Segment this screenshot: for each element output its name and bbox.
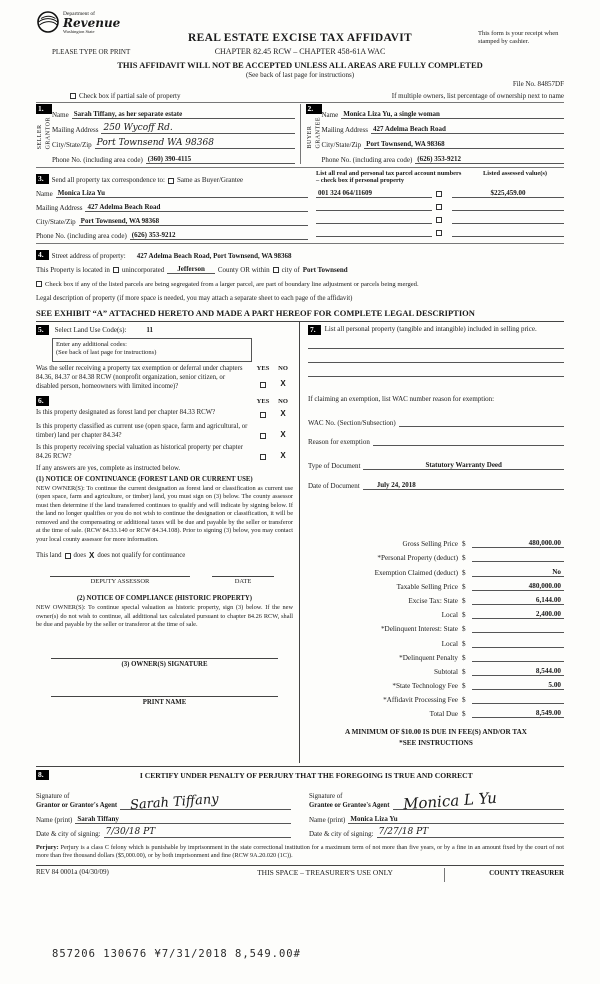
document-type-label: Type of Document xyxy=(308,462,361,470)
parties-section xyxy=(36,102,564,164)
print-name-label: PRINT NAME xyxy=(142,698,187,706)
selling-price-column xyxy=(300,322,564,763)
seller-phone-label: Phone No. (including area code) xyxy=(52,156,143,164)
grantor-date-value[interactable]: 7/30/18 PT xyxy=(104,827,291,838)
does-not-mark[interactable]: X xyxy=(88,551,95,561)
county-value[interactable]: Jefferson xyxy=(167,265,215,274)
dollar-sign: $ xyxy=(462,696,466,705)
logo-state-label: Washington State xyxy=(63,28,95,34)
corr-address-label: Mailing Address xyxy=(36,204,83,212)
grantee-signature-label-1: Signature of xyxy=(309,793,343,801)
seller-address-value[interactable]: 250 Wycoff Rd. xyxy=(101,123,294,134)
grantor-signature-field[interactable] xyxy=(120,788,291,814)
seller-side-label xyxy=(36,117,53,149)
buyer-phone-label: Phone No. (including area code) xyxy=(321,156,413,164)
buyer-section-number: 2. xyxy=(306,104,322,114)
exemption-reason-label: Reason for exemption xyxy=(308,438,370,446)
seller-side-label-1: SELLER xyxy=(37,124,43,150)
buyer-csz-label: City/State/Zip xyxy=(321,141,362,149)
seller-side-label-2: GRANTOR xyxy=(45,117,52,150)
fee-row-personal-property xyxy=(308,548,564,562)
deputy-date-line[interactable] xyxy=(212,576,274,577)
fee-value[interactable]: 2,400.00 xyxy=(472,610,564,619)
dollar-sign: $ xyxy=(462,625,466,634)
buyer-side-label xyxy=(306,117,323,149)
segregated-checkbox[interactable] xyxy=(36,281,42,287)
current-use-question-text: Is this property classified as current use (open space, farm and agricultural, or timber) land per chapter 84.34? xyxy=(36,423,248,440)
fee-value[interactable]: 480,000.00 xyxy=(472,582,564,591)
tax-exemption-question-text: Was the seller receiving a property tax exemption or deferral under chapters 84.36, 84.37 or 84.38 RCW (nonprofit organization, senior citizen, or disabled person, homeowners with limited income)? xyxy=(36,364,243,390)
minimum-due-note: A MINIMUM OF $10.00 IS DUE IN FEE(S) AND/OR TAX xyxy=(345,728,527,737)
if-yes-note: If any answers are yes, complete as instructed below. xyxy=(36,464,181,472)
rev-form-number: REV 84 0001a (04/30/09) xyxy=(36,867,109,876)
fee-label: Total Due xyxy=(429,710,458,719)
forest-land-question xyxy=(36,409,293,420)
multiple-owners-note: If multiple owners, list percentage of ownership next to name xyxy=(391,92,564,100)
dollar-sign: $ xyxy=(462,611,466,620)
corr-phone-label: Phone No. (including area code) xyxy=(36,232,127,240)
assessed-value[interactable]: $225,459.00 xyxy=(452,189,564,198)
fee-label: *Delinquent Penalty xyxy=(399,653,458,662)
continuance-answer-line xyxy=(36,551,293,560)
grantee-signature-block xyxy=(303,784,564,838)
tax-exemption-question xyxy=(36,365,293,391)
partial-sale-checkbox[interactable] xyxy=(70,93,76,99)
fee-value[interactable]: No xyxy=(472,568,564,577)
grantor-signature-label-2: Grantor or Grantor's Agent xyxy=(36,801,118,809)
header xyxy=(36,10,564,90)
yes-header: YES xyxy=(256,364,270,372)
land-does-checkbox[interactable] xyxy=(65,553,71,559)
grantee-signature-field[interactable] xyxy=(393,788,564,814)
seller-csz-label: City/State/Zip xyxy=(52,141,92,149)
deputy-assessor-row xyxy=(36,576,293,585)
dollar-sign: $ xyxy=(462,653,466,662)
yes-header: YES xyxy=(256,397,270,405)
parcel-header: List all real and personal tax parcel account numbers – check box if personal property xyxy=(316,170,462,185)
owner-signature-label: (3) OWNER(S) SIGNATURE xyxy=(121,660,208,668)
fee-row-delinquent-local xyxy=(308,633,564,647)
fee-row-processing-fee xyxy=(308,690,564,704)
buyer-phone-value[interactable]: (626) 353-9212 xyxy=(415,155,564,164)
revenue-logo xyxy=(36,10,120,34)
assessed-value-blank[interactable] xyxy=(452,228,564,237)
perjury-statement xyxy=(36,844,564,861)
fee-row-tech-fee xyxy=(308,676,564,690)
file-number: File No. 84857DF xyxy=(512,80,564,88)
dollar-sign: $ xyxy=(462,682,466,691)
dollar-sign: $ xyxy=(462,540,466,549)
street-address-label: Street address of property: xyxy=(51,252,126,260)
parcel-number-value[interactable]: 001 324 064/11609 xyxy=(316,189,432,198)
dollar-sign: $ xyxy=(462,710,466,719)
grantee-signature-label-2: Grantee or Grantee's Agent xyxy=(309,801,390,809)
footer-row xyxy=(36,865,564,882)
seller-section-number: 1. xyxy=(36,104,52,114)
exemption-no-mark[interactable]: X xyxy=(280,379,286,389)
revenue-globe-icon xyxy=(36,10,60,34)
corr-phone-value[interactable]: (626) 353-9212 xyxy=(130,231,308,240)
forest-land-question-text: Is this property designated as forest land per chapter 84.33 RCW? xyxy=(36,409,216,417)
additional-codes-box[interactable] xyxy=(52,338,252,362)
grantor-signature: Sarah Tiffany xyxy=(129,791,220,814)
does-not-label: does not qualify for continuance xyxy=(97,552,186,560)
personal-property-checkbox[interactable] xyxy=(436,217,442,223)
current-use-no-mark[interactable]: X xyxy=(280,430,286,440)
buyer-section xyxy=(300,104,565,164)
seller-csz-value[interactable]: Port Townsend WA 98368 xyxy=(95,138,295,149)
fee-row-exemption xyxy=(308,562,564,576)
document-type-value[interactable]: Statutory Warranty Deed xyxy=(363,461,564,470)
notice-continuance-title: (1) NOTICE OF CONTINUANCE (FOREST LAND OR CURRENT USE) xyxy=(36,475,253,483)
print-name-line[interactable] xyxy=(51,696,277,697)
seller-address-label: Mailing Address xyxy=(52,126,99,134)
fee-table xyxy=(308,534,564,718)
deputy-assessor-signature-line[interactable] xyxy=(50,576,190,577)
seller-phone-value[interactable]: (360) 390-4115 xyxy=(146,155,295,164)
assessed-value-blank[interactable] xyxy=(452,215,564,224)
dollar-sign: $ xyxy=(462,582,466,591)
fee-value[interactable] xyxy=(472,624,564,633)
unincorporated-label: unincorporated xyxy=(121,266,165,274)
this-land-label: This land xyxy=(36,552,62,560)
historic-property-question xyxy=(36,444,293,462)
grantee-name-value[interactable]: Monica Liza Yu xyxy=(348,815,564,824)
historic-yes-checkbox[interactable] xyxy=(260,454,266,460)
fee-value[interactable]: 6,144.00 xyxy=(472,596,564,605)
dollar-sign: $ xyxy=(462,568,466,577)
land-use-code-value[interactable]: 11 xyxy=(146,326,153,334)
corr-csz-label: City/State/Zip xyxy=(36,218,76,226)
wac-number-label: WAC No. (Section/Subsection) xyxy=(308,419,396,427)
fee-value[interactable] xyxy=(472,653,564,662)
deputy-assessor-label: DEPUTY ASSESSOR xyxy=(90,578,150,586)
fee-row-penalty xyxy=(308,648,564,662)
dollar-sign: $ xyxy=(462,639,466,648)
grantee-date-label: Date & city of signing: xyxy=(309,830,374,838)
fee-label: *Affidavit Processing Fee xyxy=(383,696,458,705)
county-treasurer-label: COUNTY TREASURER xyxy=(444,868,564,882)
seller-section xyxy=(36,104,295,164)
current-use-yes-checkbox[interactable] xyxy=(260,433,266,439)
send-correspondence-label: Send all property tax correspondence to: xyxy=(51,176,165,184)
grantor-name-value[interactable]: Sarah Tiffany xyxy=(75,815,291,824)
corr-name-value[interactable]: Monica Liza Yu xyxy=(56,189,308,198)
fee-row-subtotal xyxy=(308,662,564,676)
section3-number: 3. xyxy=(36,174,49,184)
street-address-value[interactable]: 427 Adelma Beach Road, Port Townsend, WA 98368 xyxy=(136,252,292,260)
fee-label: *State Technology Fee xyxy=(392,682,458,691)
fee-label: Local xyxy=(441,611,458,620)
segregated-label: Check box if any of the listed parcels are being segregated from a larger parcel, are part of boundary line adjustment or parcels being merged. xyxy=(45,281,419,288)
personal-property-line[interactable] xyxy=(308,363,564,377)
personal-property-checkbox[interactable] xyxy=(436,191,442,197)
parcel-row xyxy=(316,224,564,237)
land-use-column xyxy=(36,322,300,763)
revenue-logo-text xyxy=(63,11,120,34)
assessed-value-header: Listed assessed value(s) xyxy=(483,170,547,177)
corr-csz-value[interactable]: Port Townsend, WA 98368 xyxy=(79,217,308,226)
wac-number-value[interactable] xyxy=(399,418,564,427)
buyer-name-label: Name xyxy=(321,111,339,119)
section8-number: 8. xyxy=(36,770,49,780)
buyer-csz-value[interactable]: Port Townsend, WA 98368 xyxy=(364,140,564,149)
grantor-signature-label-1: Signature of xyxy=(36,793,70,801)
corr-address-value[interactable]: 427 Adelma Beach Road xyxy=(85,203,308,212)
perjury-lead: Perjury: xyxy=(36,844,59,851)
corr-name-label: Name xyxy=(36,190,53,198)
city-checkbox[interactable] xyxy=(273,267,279,273)
personal-property-checkbox[interactable] xyxy=(436,230,442,236)
form-title: REAL ESTATE EXCISE TAX AFFIDAVIT xyxy=(188,32,412,44)
grantor-name-label: Name (print) xyxy=(36,816,73,824)
fee-row-delinquent-state xyxy=(308,619,564,633)
certification-section xyxy=(36,766,564,838)
exemption-yes-checkbox[interactable] xyxy=(260,382,266,388)
grantee-signature: Monica L Yu xyxy=(402,788,498,814)
section6-header xyxy=(36,396,293,406)
receipt-note: This form is your receipt when stamped by cashier. xyxy=(478,30,559,46)
section6-number: 6. xyxy=(36,396,49,406)
fee-value[interactable]: 480,000.00 xyxy=(472,539,564,548)
fee-label: Taxable Selling Price xyxy=(396,582,458,591)
fee-label: Exemption Claimed (deduct) xyxy=(374,568,458,577)
fee-row-excise-local xyxy=(308,605,564,619)
fee-label: Excise Tax: State xyxy=(408,596,458,605)
city-value[interactable]: Port Townsend xyxy=(302,266,348,274)
partial-sale-label: Check box if partial sale of property xyxy=(79,92,181,100)
no-header: NO xyxy=(278,364,288,372)
date-label: DATE xyxy=(234,578,252,586)
warning-text: THIS AFFIDAVIT WILL NOT BE ACCEPTED UNLESS ALL AREAS ARE FULLY COMPLETED xyxy=(117,60,483,70)
middle-columns xyxy=(36,321,564,763)
parcel-row xyxy=(316,211,564,224)
logo-department-label: Department of xyxy=(63,10,95,17)
treasurer-space-label: THIS SPACE – TREASURER'S USE ONLY xyxy=(257,867,393,877)
fee-value[interactable] xyxy=(472,639,564,648)
tax-correspondence-section xyxy=(36,167,564,240)
partial-sale-row xyxy=(36,90,564,102)
historic-question-text: Is this property receiving special valuation as historical property per chapter 84.26 RCW? xyxy=(36,444,243,460)
legal-description-label: Legal description of property (if more space is needed, you may attach a separate sheet to each page of the affidavit) xyxy=(36,295,353,302)
grantor-signature-block xyxy=(36,784,303,838)
county-or-label: County OR within xyxy=(217,266,270,274)
land-use-label: Select Land Use Code(s): xyxy=(54,326,127,334)
buyer-side-label-1: BUYER xyxy=(306,125,313,149)
seller-name-value[interactable]: Sarah Tiffany, as her separate estate xyxy=(72,110,295,119)
parcel-number-blank[interactable] xyxy=(316,215,432,224)
section4-number: 4. xyxy=(36,250,49,260)
parcel-list xyxy=(308,170,564,240)
grantee-name-label: Name (print) xyxy=(309,816,346,824)
notice-compliance-title: (2) NOTICE OF COMPLIANCE (HISTORIC PROPERTY) xyxy=(76,595,253,603)
forest-yes-checkbox[interactable] xyxy=(260,412,266,418)
fee-value[interactable]: 5.00 xyxy=(472,681,564,690)
parcel-row xyxy=(316,185,564,198)
document-date-value[interactable]: July 24, 2018 xyxy=(363,481,564,490)
fee-label: *Personal Property (deduct) xyxy=(377,554,458,563)
dollar-sign: $ xyxy=(462,596,466,605)
fee-row-total-due xyxy=(308,704,564,718)
section7-number: 7. xyxy=(308,325,321,335)
see-instructions-note: *SEE INSTRUCTIONS xyxy=(399,739,473,748)
please-type-label: PLEASE TYPE OR PRINT xyxy=(52,48,131,56)
fee-row-gross xyxy=(308,534,564,548)
see-back-note: (See back of last page for instructions) xyxy=(245,71,355,79)
city-of-label: city of xyxy=(281,266,300,274)
does-label: does xyxy=(73,552,86,560)
fee-label: Subtotal xyxy=(434,667,458,676)
codes-see-back-note: (See back of last page for instructions) xyxy=(56,349,157,357)
logo-revenue-label: Revenue xyxy=(63,15,121,30)
exemption-claim-note: If claiming an exemption, list WAC number reason for exemption: xyxy=(308,395,495,403)
parcel-number-blank[interactable] xyxy=(316,228,432,237)
buyer-address-value[interactable]: 427 Adelma Beach Road xyxy=(371,125,564,134)
perjury-body: Perjury is a class C felony which is punishable by imprisonment in the state correctional institution for a maximum term of not more than five years, or by a fine in an amount fixed by the court of not more than five thousand dollars ($5,000.00), or by both imprisonment and fine (RCW 9A.20.020 (1C)). xyxy=(36,844,564,860)
personal-property-line[interactable] xyxy=(308,349,564,363)
assessed-value-blank[interactable] xyxy=(452,202,564,211)
personal-property-label: List all personal property (tangible and intangible) included in selling price. xyxy=(324,325,537,333)
owner-signature-line[interactable] xyxy=(51,658,277,659)
fee-label: *Delinquent Interest: State xyxy=(380,625,458,634)
personal-property-checkbox[interactable] xyxy=(436,204,442,210)
form-subtitle: CHAPTER 82.45 RCW – CHAPTER 458-61A WAC xyxy=(214,47,386,56)
fee-value[interactable] xyxy=(472,553,564,562)
forest-no-mark[interactable]: X xyxy=(280,409,286,419)
fee-value[interactable]: 8,549.00 xyxy=(472,709,564,718)
parcel-number-blank[interactable] xyxy=(316,202,432,211)
fee-label: Gross Selling Price xyxy=(402,540,458,549)
section5-number: 5. xyxy=(36,325,49,335)
parcel-row xyxy=(316,198,564,211)
unincorporated-checkbox[interactable] xyxy=(113,267,119,273)
additional-codes-label: Enter any additional codes: xyxy=(56,341,127,348)
buyer-address-label: Mailing Address xyxy=(321,126,368,134)
current-use-question xyxy=(36,423,293,441)
same-as-buyer-label: Same as Buyer/Grantee xyxy=(176,176,244,184)
cashier-stamp: 857206 130676 ¥7/31/2018 8,549.00# xyxy=(52,948,301,960)
buyer-name-value[interactable]: Monica Liza Yu, a single woman xyxy=(341,110,564,119)
fee-row-taxable xyxy=(308,577,564,591)
certify-statement: I CERTIFY UNDER PENALTY OF PERJURY THAT THE FOREGOING IS TRUE AND CORRECT xyxy=(139,770,473,780)
personal-property-line[interactable] xyxy=(308,335,564,349)
dollar-sign: $ xyxy=(462,667,466,676)
no-header: NO xyxy=(278,397,288,405)
grantor-date-label: Date & city of signing: xyxy=(36,830,101,838)
document-date-label: Date of Document xyxy=(308,482,360,490)
dollar-sign: $ xyxy=(462,554,466,563)
fee-row-excise-state xyxy=(308,591,564,605)
buyer-side-label-2: GRANTEE xyxy=(314,117,321,149)
fee-value[interactable]: 8,544.00 xyxy=(472,667,564,676)
located-in-label: This Property is located in xyxy=(36,266,110,274)
exemption-reason-value[interactable] xyxy=(373,437,564,446)
notice-continuance-body: NEW OWNER(S): To continue the current designation as forest land or classification as current use (open space, farm and agriculture, or timber) land, you must sign on (3) below. The county assessor must then determine if the land transferred continues to qualify and will indicate by signing below. If the land no longer qualifies or you do not wish to continue the designation or classification, it will be removed and the compensating or additional taxes will be due and payable by the seller or transferor at the time of sale. (RCW 84.33.140 or RCW 84.34.108). Prior to signing (3) below, you may contact your local county assessor for more information. xyxy=(36,484,293,543)
historic-no-mark[interactable]: X xyxy=(280,450,286,460)
exhibit-a-text: SEE EXHIBIT “A” ATTACHED HERETO AND MADE A PART HEREOF FOR COMPLETE LEGAL DESCRIPTION xyxy=(36,308,475,318)
fee-label: Local xyxy=(441,639,458,648)
notice-compliance-body: NEW OWNER(S): To continue special valuation as historic property, sign (3) below. If the new owner(s) do not wish to continue, all additional tax calculated pursuant to chapter 84.26 RCW, shall be due and payable by the seller or transferor at the time of sale. xyxy=(36,604,293,629)
grantee-date-value[interactable]: 7/27/18 PT xyxy=(377,827,564,838)
seller-name-label: Name xyxy=(52,111,69,119)
fee-value[interactable] xyxy=(472,695,564,704)
property-location-section xyxy=(36,243,564,318)
